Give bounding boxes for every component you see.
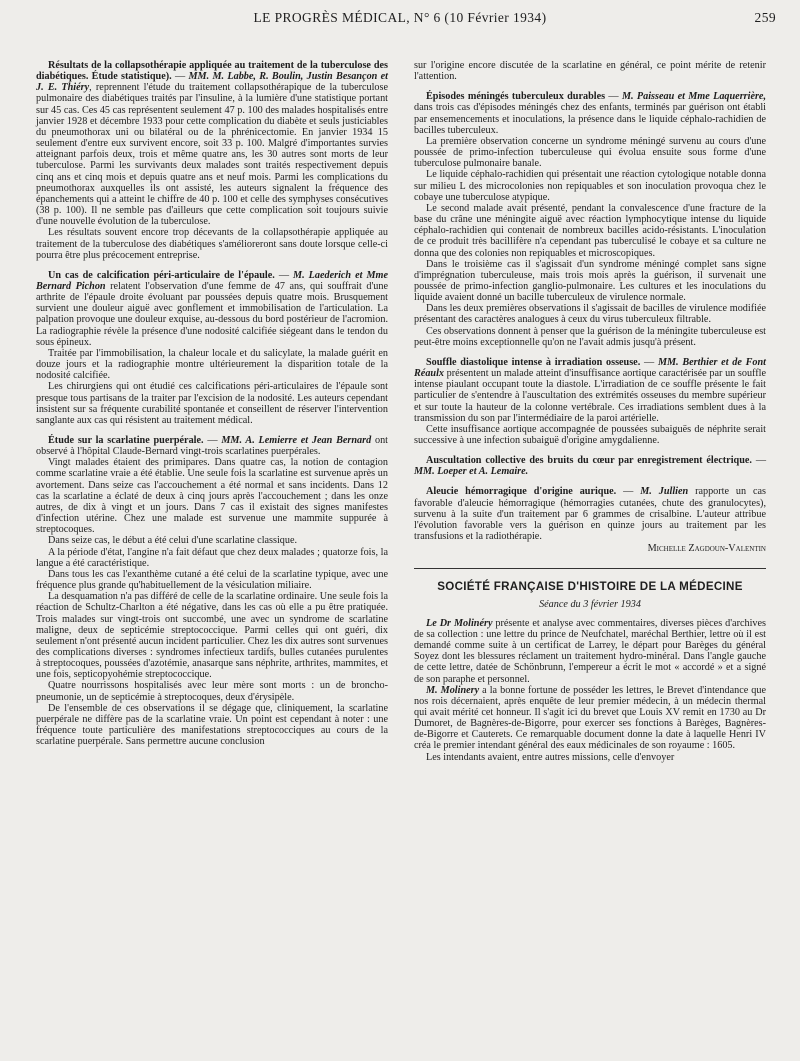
paragraph: rapporte un cas favorable d'aleucie hémorragique (hémorragies cutanées, chute des granulocytes), survenu à la suite d'un traitement par 6 grammes de crisalbine. L'auteur attribue l'évolution favorable vers la guérison en quinze jours au traitement par les transfusions et la radiothérapie. [414, 486, 767, 543]
speaker-name: Le Dr Molinéry [426, 617, 493, 629]
right-column [414, 60, 766, 763]
paragraph: Ces observations donnent à penser que la guérison de la méningite tuberculeuse est peut-être moins exceptionnelle qu'on ne l'avait admis jusqu'à présent. [414, 325, 766, 348]
article-authors: M. Laederich et Mme Bernard Pichon [36, 269, 388, 292]
society-section [414, 581, 766, 762]
article-authors: M. Paisseau et Mme Laquerrière, [621, 91, 767, 103]
article-episodes-meninges: Épisodes méningés tuberculeux durables — M. Paisseau et Mme Laquerrière, dans trois cas d'épisodes méningés chez des enfants, terminés par guérison ont établi par ensemencements et inoculations, la présence dans le liquide céphalo-rachidien de bacilles tuberculeux. La première observation concerne un syndrome méningé survenu au cours d'une poussée de primo-infection tuberculeuse qui évolua ensuite sous forme d'une tuberculose pulmonaire banale. Le liquide céphalo-rachidien qui présentait une réaction cytologique notable donna sur milieu L des microcolonies non repiquables et son inoculation provoqua chez le cobaye une tuberculose atypique. Le second malade avait présenté, pendant la convalescence d'une fracture de la base du crâne une méningite aiguë avec réaction lymphocytique intense du liquide céphalo-rachidien qui contenait de nombreux bacilles acido-résistants. L'inoculation de ce produit très bacillifère n'a cependant pas tuberculisé le cobaye et sa culture ne donna que des colonies non repiquables et microscopiques. Dans le troisième cas il s'agissait d'un syndrome méningé complet sans signe d'imprégnation tuberculeuse, mais trois mois après la guérison, il survenait une poussée de primo-infection ganglio-pulmonaire. Les cultures et les inoculations du liquide avaient donné un bacille tuberculeux de virulence normale. Dans les deux premières observations il s'agissait de bacilles de virulence modifiée présentant des caractères analogues à ceux du virus tuberculeux filtrable. Ces observations donnent à penser que la guérison de la méningite tuberculeuse est peut-être moins exceptionnelle qu'on ne l'avait admis jusqu'à présent. [414, 91, 767, 348]
paragraph: Vingt malades étaient des primipares. Dans quatre cas, la notion de contagion comme scarlatine vraie a été établie. Une seule fois la scarlatine est survenue après un avortement. Dans seize cas l'accouchement a été normal et sans incidents. Dans 12 cas la scarlatine a éclaté de deux à cinq jours après l'accouchement ; dans les onze autres, de dix à vingt et un jours. Dans 7 cas il existait des signes manifestes d'infection utérine. Chez une malade est survenue une mammite suppurée à streptocoques. [36, 457, 388, 536]
article-calcification-epaule: Un cas de calcification péri-articulaire de l'épaule. — M. Laederich et Mme Bernard Pichon relatent l'observation d'une femme de 47 ans, qui souffrait d'une arthrite de l'épaule droite évoluant par poussées depuis quatre mois. Brusquement survient une douleur aiguë avec gonflement et immobilisation de l'articulation. La palpation provoque une douleur exquise, au-dessous du bord postérieur de l'acromion. La radiographie révèle la présence d'une nodosité calcifiée siégeant dans le tendon du sous épineux. Traitée par l'immobilisation, la chaleur locale et du salicylate, la malade guérit en douze jours et la radiographie montre ultérieurement la disparition totale de la nodosité calcifiée. Les chirurgiens qui ont étudié ces calcifications péri-articulaires de l'épaule sont presque tous partisans de la traiter par l'excision de la nodosité. Les auteurs cependant insistent sur sa fréquente curabilité spontanée et conseillent de réserver l'intervention sanglante aux cas qui résistent au traitement médical. [36, 269, 389, 426]
article-auscultation-collective: Auscultation collective des bruits du cœur par enregistrement électrique. — MM. Loeper et A. Lemaire. [414, 455, 766, 478]
article-title: Épisodes méningés tuberculeux durables [426, 91, 606, 103]
article-title: Souffle diastolique intense à irradiation osseuse. [426, 356, 641, 368]
paragraph: Dans tous les cas l'exanthème cutané a été celui de la scarlatine typique, avec une fréquence plus grande qu'habituellement de la vésiculation miliaire. [36, 568, 388, 592]
paragraph: Cette insuffisance aortique accompagnée de poussées subaiguës de néphrite serait successive à une infection subaiguë d'origine amygdalienne. [414, 423, 766, 446]
article-title: Étude sur la scarlatine puerpérale. [48, 435, 204, 446]
section-divider [414, 568, 766, 569]
article-title: Auscultation collective des bruits du cœur par enregistrement électrique. [426, 455, 752, 467]
society-heading: SOCIÉTÉ FRANÇAISE D'HISTOIRE DE LA MÉDECINE [437, 580, 743, 594]
paragraph: Dans le troisième cas il s'agissait d'un syndrome méningé complet sans signe d'imprégnation tuberculeuse, mais trois mois après la guérison, il survenait une poussée de primo-infection ganglio-pulmonaire. Les cultures et les inoculations du liquide avaient donné un bacille tuberculeux de virulence normale. [414, 258, 766, 304]
article-title: Aleucie hémorragique d'origine aurique. [426, 486, 617, 498]
paragraph: Dans seize cas, le début a été celui d'une scarlatine classique. [48, 535, 298, 547]
continued-paragraph: sur l'origine encore discutée de la scarlatine en général, ce point mérite de retenir l'attention. [414, 60, 766, 83]
journal-title: LE PROGRÈS MÉDICAL, N° 6 (10 Février 1934) [253, 10, 547, 25]
left-column [36, 60, 388, 747]
speaker-name: M. Molinery [426, 684, 480, 696]
page-number: 259 [754, 10, 776, 25]
paragraph: relatent l'observation d'une femme de 47 ans, qui souffrait d'une arthrite de l'épaule droite évoluant par poussées depuis quatre mois. Brusquement survient une douleur aiguë avec gonflement et immobilisation de l'articulation. La palpation provoque une douleur exquise, au-dessous du bord postérieur de l'acromion. La radiographie révèle la présence d'une nodosité calcifiée siégeant dans le tendon du sous épineux. [36, 280, 389, 348]
paragraph: Les résultats souvent encore trop décevants de la collapsothérapie appliquée au traitement de la tuberculose des diabétiques s'amélioreront sans doute lorsque celle-ci pourra être plus précocement entreprise. [36, 227, 388, 261]
paragraph: La desquamation n'a pas différé de celle de la scarlatine ordinaire. Une seule fois la réaction de Schultz-Charlton a été négative, dans les cas où elle a pu être pratiquée. Trois malades sur vingt-trois ont succombé, une avec un syndrome de scarlatine maligne, deux de septicémie streptococcique. Parmi celles qui ont guéri, dix seulement n'ont présenté aucun incident particulier. Chez les dix autres sont survenues des complications diverses : syndromes infectieux tardifs, bulles cutanées purulentes à streptocoques, poussées d'azotémie, anasarque sans néphrite, arthrites, mammites, et une fois, septicopyohémie streptococcique. [36, 591, 388, 681]
article-title: Un cas de calcification péri-articulaire de l'épaule. [48, 269, 275, 281]
paragraph: Quatre nourrissons hospitalisés avec leur mère sont morts : un de broncho-pneumonie, un de septicémie à streptocoques, deux d'érysipèle. [36, 680, 388, 703]
article-aleucie-hemorragique: Aleucie hémorragique d'origine aurique. — M. Jullien rapporte un cas favorable d'aleucie hémorragique (hémorragies cutanées, chute des granulocytes), survenu à la suite d'un traitement par 6 grammes de crisalbine. L'auteur attribue l'évolution favorable vers la guérison en quinze jours au traitement par les transfusions et la radiothérapie. Michelle Zagdoun-Valentin [414, 486, 767, 555]
article-authors: M. Jullien [640, 486, 689, 498]
article-authors: MM. M. Labbe, R. Boulin, Justin Besançon et J. E. Thiéry [36, 71, 389, 94]
article-authors: MM. Berthier et de Font Réaulx [414, 356, 767, 380]
running-header [0, 10, 800, 32]
paragraph: ont observé à l'hôpital Claude-Bernard vingt-trois scarlatines puerpérales. [36, 435, 389, 458]
paragraph: a la bonne fortune de posséder les lettres, le Brevet d'intendance que nos rois décernaient, après enquête de leur premier médecin, à un médecin thermal qui avait mérité cet honneur. Il s'agit ici du brevet que Louis XV remit en 1730 au Dr Dumoret, de Bagnères-de-Bigorre, pour exercer ses fonctions à Barèges, Bagnères-de-Bigorre et Cauterets. Ce remarquable document donne la date à laquelle Henri IV créa le premier intendant général des eaux médicinales de son royaume : 1605. [414, 684, 767, 752]
paragraph: La première observation concerne un syndrome méningé survenu au cours d'une poussée de primo-infection tuberculeuse qui évolua ensuite sous forme d'une tuberculose pulmonaire banale. [414, 135, 766, 170]
paragraph: présentent un malade atteint d'insuffisance aortique caractérisée par un souffle intense piaulant occupant toute la diastole. L'irradiation de ce souffle présente le fait particulier de s'entendre à l'auscultation des extrémités osseuses du membre supérieur et sur toute la hauteur de la colonne vertébrale. Ces irradiations semblent dues à la transmission du son par l'intermédiaire de la paroi artérielle. [414, 368, 766, 424]
article-title: Résultats de la collapsothérapie appliquée au traitement de la tuberculose des diabétiques. Étude statistique). [36, 60, 388, 83]
paragraph: reprennent l'étude du traitement collapsothérapique de la tuberculose pulmonaire des diabétiques traités par l'insuline, à la lumière d'une statistique portant sur 45 cas. Ces 45 cas représentent seulement 47 p. 100 des malades hospitalisés entre janvier 1928 et décembre 1933 pour cette complication du diabète et seuls justiciables du pneumothorax uni ou bilatéral ou de la phrénicectomie. En janvier 1934 15 seulement d'entre eux survivent encore, soit 33 p. 100. Malgré d'importantes survies atteignant parfois deux, trois et même quatre ans, les 30 autres sont morts de leur tuberculose. Parmi les survivants deux malades sont traités respectivement depuis cinq ans et cinq mois et depuis quatre ans et neuf mois. Parmi les complications du pneumothorax auxquelles ils ont assisté, les auteurs signalent la fréquence des épanchements qui a atteint le chiffre de 40 p. 100 et celle des symphyses consécutives (38 p. 100). Il ne semble pas d'ailleurs que cette complication soit toujours suivie d'une nouvelle évolution de la tuberculose. [36, 82, 389, 228]
paragraph: Le liquide céphalo-rachidien qui présentait une réaction cytologique notable donna sur milieu L des microcolonies non repiquables et son inoculation provoqua chez le cobaye une tuberculose atypique. [414, 169, 766, 203]
reviewer-signature: Michelle Zagdoun-Valentin [647, 543, 766, 555]
paragraph: Le second malade avait présenté, pendant la convalescence d'une fracture de la base du crâne une méningite aiguë avec réaction lymphocytique intense du liquide céphalo-rachidien qui contenait de nombreux bacilles acido-résistants. L'inoculation de ce produit très bacillifère n'a cependant pas tuberculisé le cobaye et sa culture ne donna que des colonies non repiquables et microscopiques. [414, 202, 766, 259]
paragraph: présente et analyse avec commentaires, diverses pièces d'archives de sa collection : une lettre du prince de Neufchatel, maréchal Berthier, lettre où il est demandé comme suite à un certificat de Larrey, le départ pour Barèges du général Soyez dont les blessures réclament un traitement hydro-minéral. Dans l'angle gauche de cette lettre, datée de Schönbrunn, l'empereur a écrit le mot « accordé » et a signé de son paraphe et personnel. [414, 617, 766, 685]
article-collapsotherapie: Résultats de la collapsothérapie appliquée au traitement de la tuberculose des diabétiques. Étude statistique). — MM. M. Labbe, R. Boulin, Justin Besançon et J. E. Thiéry, reprennent l'étude du traitement collapsothérapique de la tuberculose pulmonaire des diabétiques traités par l'insuline, à la lumière d'une statistique portant sur 45 cas. Ces 45 cas représentent seulement 47 p. 100 des malades hospitalisés entre janvier 1928 et décembre 1933 pour cette complication du diabète et seuls justiciables du pneumothorax uni ou bilatéral ou de la phrénicectomie. En janvier 1934 15 seulement d'entre eux survivent encore, soit 33 p. 100. Malgré d'importantes survies atteignant parfois deux, trois et même quatre ans, les 30 autres sont morts de leur tuberculose. Parmi les survivants deux malades sont traités respectivement depuis cinq ans et cinq mois et depuis quatre ans et neuf mois. Parmi les complications du pneumothorax auxquelles ils ont assisté, les auteurs signalent la fréquence des épanchements qui a atteint le chiffre de 40 p. 100 et celle des symphyses consécutives (38 p. 100). Il ne semble pas d'ailleurs que cette complication soit toujours suivie d'une nouvelle évolution de la tuberculose. Les résultats souvent encore trop décevants de la collapsothérapie appliquée au traitement de la tuberculose des diabétiques s'amélioreront sans doute lorsque celle-ci pourra être plus précocement entreprise. [36, 60, 389, 261]
paragraph: De l'ensemble de ces observations il se dégage que, cliniquement, la scarlatine puerpérale ne diffère pas de la scarlatine vraie. Un point est cependant à noter : une fréquence toute particulière des manifestations streptococciques au cours de la scarlatine puerpérale. Sans permettre aucune conclusion [36, 702, 388, 748]
article-scarlatine-puerperale: Étude sur la scarlatine puerpérale. — MM. A. Lemierre et Jean Bernard ont observé à l'hôpital Claude-Bernard vingt-trois scarlatines puerpérales. Vingt malades étaient des primipares. Dans quatre cas, la notion de contagion comme scarlatine vraie a été établie. Une seule fois la scarlatine est survenue après un avortement. Dans seize cas l'accouchement a été normal et sans incidents. Dans 12 cas la scarlatine a éclaté de deux à cinq jours après l'accouchement ; dans les onze autres, de dix à vingt et un jours. Dans 7 cas il existait des signes manifestes d'infection utérine. Chez une malade est survenue une mammite suppurée à streptocoques. Dans seize cas, le début a été celui d'une scarlatine classique. A la période d'état, l'angine n'a fait défaut que chez deux malades ; quatorze fois, la langue a été caractéristique. Dans tous les cas l'exanthème cutané a été celui de la scarlatine typique, avec une fréquence plus grande qu'habituellement de la vésiculation miliaire. La desquamation n'a pas différé de celle de la scarlatine ordinaire. Une seule fois la réaction de Schultz-Charlton a été négative, dans les cas où elle a pu être pratiquée. Trois malades sur vingt-trois ont succombé, une avec un syndrome de scarlatine maligne, deux de septicémie streptococcique. Parmi celles qui ont guéri, dix seulement n'ont présenté aucun incident particulier. Chez les dix autres sont survenues des complications diverses : syndromes infectieux tardifs, bulles cutanées purulentes à streptocoques, poussées d'azotémie, anasarque sans néphrite, arthrites, mammites, et une fois, septicopyohémie streptococcique. Quatre nourrissons hospitalisés avec leur mère sont morts : un de broncho-pneumonie, un de septicémie à streptocoques, deux d'érysipèle. De l'ensemble de ces observations il se dégage que, cliniquement, la scarlatine puerpérale ne diffère pas de la scarlatine vraie. Un point est cependant à noter : une fréquence toute particulière des manifestations streptococciques au cours de la scarlatine puerpérale. Sans permettre aucune conclusion [36, 435, 389, 748]
session-date: Séance du 3 février 1934 [539, 598, 641, 610]
article-souffle-diastolique: Souffle diastolique intense à irradiation osseuse. — MM. Berthier et de Font Réaulx présentent un malade atteint d'insuffisance aortique caractérisée par un souffle intense piaulant occupant toute la diastole. L'irradiation de ce souffle présente le fait particulier de s'entendre à l'auscultation des extrémités osseuses du membre supérieur et sur toute la hauteur de la colonne vertébrale. Ces irradiations semblent dues à la transmission du son par l'intermédiaire de la paroi artérielle. Cette insuffisance aortique accompagnée de poussées subaiguës de néphrite serait successive à une infection subaiguë d'origine amygdalienne. [414, 356, 767, 446]
paragraph: dans trois cas d'épisodes méningés chez des enfants, terminés par guérison ont établi par ensemencements et inoculations, la présence dans le liquide céphalo-rachidien de bacilles tuberculeux. [414, 102, 766, 136]
paragraph: Dans les deux premières observations il s'agissait de bacilles de virulence modifiée présentant des caractères analogues à ceux du virus tuberculeux filtrable. [414, 303, 766, 326]
paragraph: Traitée par l'immobilisation, la chaleur locale et du salicylate, la malade guérit en douze jours et la radiographie montre ultérieurement la disparition totale de la nodosité calcifiée. [36, 347, 388, 382]
paragraph: Les chirurgiens qui ont étudié ces calcifications péri-articulaires de l'épaule sont presque tous partisans de la traiter par l'excision de la nodosité. Les auteurs cependant insistent sur sa fréquente curabilité spontanée et conseillent de réserver l'intervention sanglante aux cas qui résistent au traitement médical. [36, 381, 388, 426]
article-authors: MM. Loeper et A. Lemaire. [414, 466, 529, 478]
paragraph: Les intendants avaient, entre autres missions, celle d'envoyer [426, 751, 675, 763]
paragraph: A la période d'état, l'angine n'a fait défaut que chez deux malades ; quatorze fois, la langue a été caractéristique. [36, 546, 388, 569]
article-authors: MM. A. Lemierre et Jean Bernard [221, 435, 372, 446]
